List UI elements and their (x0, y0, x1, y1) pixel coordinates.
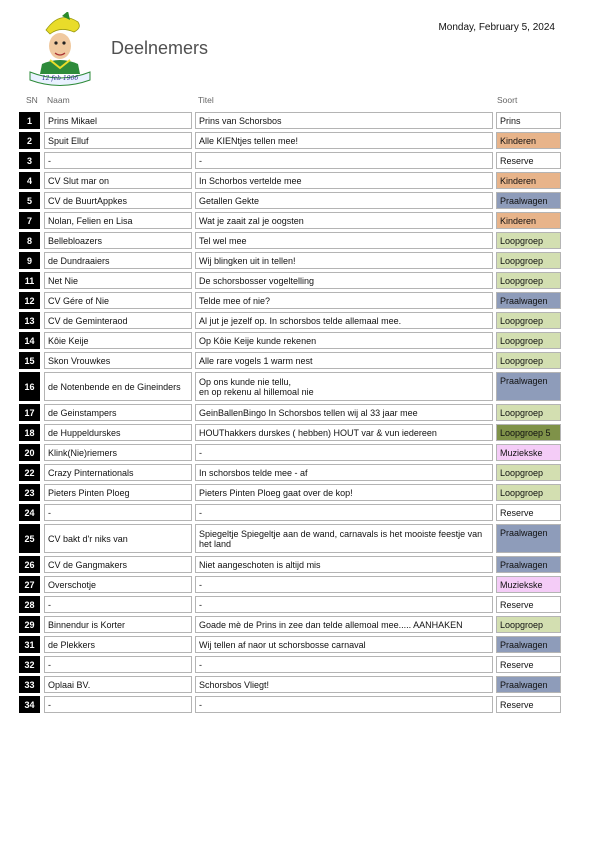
sn-badge: 12 (19, 292, 40, 309)
soort-cell: Loopgroep 5 (496, 424, 561, 441)
table-row (19, 110, 564, 130)
titel-cell: Pieters Pinten Ploeg gaat over de kop! (195, 484, 493, 501)
carnival-logo (24, 12, 96, 88)
naam-cell: Spuit Elluf (44, 132, 192, 149)
titel-cell: - (195, 504, 493, 521)
table-row (19, 654, 564, 674)
naam-cell: CV de Geminteraod (44, 312, 192, 329)
sn-badge: 18 (19, 424, 40, 441)
table-row (19, 350, 564, 370)
sn-badge: 11 (19, 272, 40, 289)
soort-cell: Loopgroep (496, 252, 561, 269)
naam-cell: Bellebloazers (44, 232, 192, 249)
print-date: Monday, February 5, 2024 (438, 22, 555, 33)
page-title: Deelnemers (111, 38, 209, 58)
titel-cell: Alle KIENtjes tellen mee! (195, 132, 493, 149)
sn-badge: 28 (19, 596, 40, 613)
soort-cell: Praalwagen (496, 372, 561, 401)
titel-cell: Wat je zaait zal je oogsten (195, 212, 493, 229)
titel-cell: Wij tellen af naor ut schorsbosse carnaval (195, 636, 493, 653)
soort-cell: Loopgroep (496, 272, 561, 289)
table-row (19, 170, 564, 190)
table-row (19, 150, 564, 170)
soort-cell: Reserve (496, 696, 561, 713)
soort-cell: Praalwagen (496, 524, 561, 553)
naam-cell: Prins Mikael (44, 112, 192, 129)
soort-cell: Loopgroep (496, 484, 561, 501)
sn-badge: 32 (19, 656, 40, 673)
naam-cell: Oplaai BV. (44, 676, 192, 693)
naam-cell: de Geinstampers (44, 404, 192, 421)
sn-badge: 2 (19, 132, 40, 149)
sn-badge: 1 (19, 112, 40, 129)
sn-badge: 22 (19, 464, 40, 481)
table-row (19, 462, 564, 482)
naam-cell: de Dundraaiers (44, 252, 192, 269)
naam-cell: Overschotje (44, 576, 192, 593)
column-header-naam: Naam (47, 95, 70, 105)
soort-cell: Kinderen (496, 132, 561, 149)
sn-badge: 14 (19, 332, 40, 349)
sn-badge: 9 (19, 252, 40, 269)
titel-cell: Op ons kunde nie tellu, en op rekenu al hillemoal nie (195, 372, 493, 401)
sn-badge: 15 (19, 352, 40, 369)
titel-cell: Spiegeltje Spiegeltje aan de wand, carnavals is het mooiste feestje van het land (195, 524, 493, 553)
column-header-sn: SN (26, 95, 38, 105)
sn-badge: 3 (19, 152, 40, 169)
naam-cell: Pieters Pinten Ploeg (44, 484, 192, 501)
titel-cell: Getallen Gekte (195, 192, 493, 209)
soort-cell: Reserve (496, 152, 561, 169)
table-row (19, 482, 564, 502)
naam-cell: CV de BuurtAppkes (44, 192, 192, 209)
table-row (19, 130, 564, 150)
titel-cell: Tel wel mee (195, 232, 493, 249)
soort-cell: Loopgroep (496, 232, 561, 249)
sn-badge: 25 (19, 524, 40, 553)
column-header-soort: Soort (497, 95, 518, 105)
sn-badge: 24 (19, 504, 40, 521)
table-row (19, 694, 564, 714)
table-row (19, 310, 564, 330)
titel-cell: - (195, 596, 493, 613)
naam-cell: Klink(Nie)riemers (44, 444, 192, 461)
sn-badge: 20 (19, 444, 40, 461)
titel-cell: - (195, 152, 493, 169)
sn-badge: 16 (19, 372, 40, 401)
soort-cell: Muziekske (496, 576, 561, 593)
sn-badge: 33 (19, 676, 40, 693)
table-row (19, 402, 564, 422)
sn-badge: 4 (19, 172, 40, 189)
soort-cell: Praalwagen (496, 292, 561, 309)
soort-cell: Kinderen (496, 172, 561, 189)
naam-cell: - (44, 656, 192, 673)
naam-cell: Crazy Pinternationals (44, 464, 192, 481)
sn-badge: 29 (19, 616, 40, 633)
sn-badge: 5 (19, 192, 40, 209)
sn-badge: 31 (19, 636, 40, 653)
table-row (19, 270, 564, 290)
logo-caption: 12 feb 1966 (41, 75, 79, 82)
table-row (19, 594, 564, 614)
naam-cell: de Huppeldurskes (44, 424, 192, 441)
sn-badge: 7 (19, 212, 40, 229)
soort-cell: Praalwagen (496, 636, 561, 653)
table-row (19, 502, 564, 522)
soort-cell: Praalwagen (496, 556, 561, 573)
table-row (19, 250, 564, 270)
soort-cell: Reserve (496, 656, 561, 673)
sn-badge: 26 (19, 556, 40, 573)
titel-cell: Goade mè de Prins in zee dan telde allemoal mee..... AANHAKEN (195, 616, 493, 633)
naam-cell: de Plekkers (44, 636, 192, 653)
titel-cell: - (195, 576, 493, 593)
titel-cell: HOUThakkers durskes ( hebben) HOUT var & vun iedereen (195, 424, 493, 441)
sn-badge: 8 (19, 232, 40, 249)
table-row (19, 230, 564, 250)
soort-cell: Prins (496, 112, 561, 129)
titel-cell: Op Kôie Keije kunde rekenen (195, 332, 493, 349)
titel-cell: Telde mee of nie? (195, 292, 493, 309)
soort-cell: Loopgroep (496, 332, 561, 349)
table-row (19, 290, 564, 310)
titel-cell: In schorsbos telde mee - af (195, 464, 493, 481)
table-row (19, 422, 564, 442)
table-row (19, 674, 564, 694)
naam-cell: Kôie Keije (44, 332, 192, 349)
titel-cell: Niet aangeschoten is altijd mis (195, 556, 493, 573)
soort-cell: Kinderen (496, 212, 561, 229)
column-header-titel: Titel (198, 95, 214, 105)
naam-cell: CV bakt d'r niks van (44, 524, 192, 553)
soort-cell: Reserve (496, 596, 561, 613)
table-row (19, 554, 564, 574)
sn-badge: 27 (19, 576, 40, 593)
soort-cell: Loopgroep (496, 404, 561, 421)
table-row (19, 574, 564, 594)
soort-cell: Loopgroep (496, 616, 561, 633)
naam-cell: - (44, 504, 192, 521)
soort-cell: Loopgroep (496, 312, 561, 329)
titel-cell: De schorsbosser vogeltelling (195, 272, 493, 289)
naam-cell: - (44, 152, 192, 169)
table-row (19, 614, 564, 634)
table-row (19, 634, 564, 654)
table-row (19, 522, 564, 554)
soort-cell: Muziekske (496, 444, 561, 461)
soort-cell: Praalwagen (496, 192, 561, 209)
soort-cell: Reserve (496, 504, 561, 521)
naam-cell: Skon Vrouwkes (44, 352, 192, 369)
soort-cell: Loopgroep (496, 352, 561, 369)
naam-cell: CV Gére of Nie (44, 292, 192, 309)
titel-cell: - (195, 656, 493, 673)
table-row (19, 210, 564, 230)
titel-cell: Al jut je jezelf op. In schorsbos telde allemaal mee. (195, 312, 493, 329)
titel-cell: In Schorbos vertelde mee (195, 172, 493, 189)
naam-cell: - (44, 596, 192, 613)
soort-cell: Praalwagen (496, 676, 561, 693)
table-row (19, 190, 564, 210)
naam-cell: de Notenbende en de Gineinders (44, 372, 192, 401)
titel-cell: - (195, 444, 493, 461)
naam-cell: CV de Gangmakers (44, 556, 192, 573)
sn-badge: 34 (19, 696, 40, 713)
titel-cell: Schorsbos Vliegt! (195, 676, 493, 693)
naam-cell: Nolan, Felien en Lisa (44, 212, 192, 229)
table-row (19, 330, 564, 350)
soort-cell: Loopgroep (496, 464, 561, 481)
titel-cell: Alle rare vogels 1 warm nest (195, 352, 493, 369)
naam-cell: Binnendur is Korter (44, 616, 192, 633)
naam-cell: - (44, 696, 192, 713)
naam-cell: CV Slut mar on (44, 172, 192, 189)
sn-badge: 23 (19, 484, 40, 501)
titel-cell: Wij blingken uit in tellen! (195, 252, 493, 269)
table-row (19, 370, 564, 402)
titel-cell: - (195, 696, 493, 713)
titel-cell: GeinBallenBingo In Schorsbos tellen wij al 33 jaar mee (195, 404, 493, 421)
sn-badge: 17 (19, 404, 40, 421)
naam-cell: Net Nie (44, 272, 192, 289)
table-row (19, 442, 564, 462)
titel-cell: Prins van Schorsbos (195, 112, 493, 129)
sn-badge: 13 (19, 312, 40, 329)
